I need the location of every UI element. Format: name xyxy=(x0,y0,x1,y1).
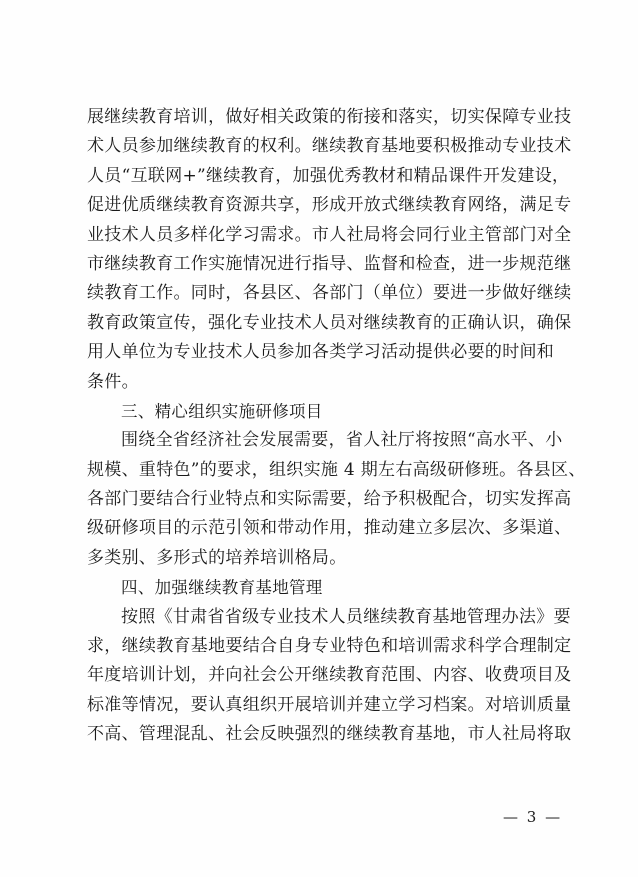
paragraph-line: 标准等情况，要认真组织开展培训并建立学习档案。对培训质量 xyxy=(87,694,572,715)
paragraph-line: 术人员参加继续教育的权利。继续教育基地要积极推动专业技术 xyxy=(87,136,572,157)
paragraph-line: 各部门要结合行业特点和实际需要，给予积极配合，切实发挥高 xyxy=(87,489,572,510)
page-number: — 3 — xyxy=(503,808,563,826)
paragraph-line: 用人单位为专业技术人员参加各类学习活动提供必要的时间和 xyxy=(87,342,555,363)
paragraph-line: 多类别、多形式的培养培训格局。 xyxy=(87,547,347,568)
paragraph-line: 条件。 xyxy=(87,371,139,392)
section-heading-3: 三、精心组织实施研修项目 xyxy=(121,401,323,421)
paragraph-line: 市继续教育工作实施情况进行指导、监督和检查，进一步规范继 xyxy=(87,253,572,274)
section-heading-4: 四、加强继续教育基地管理 xyxy=(121,578,323,598)
paragraph-line: 展继续教育培训，做好相关政策的衔接和落实，切实保障专业技 xyxy=(87,107,572,127)
body-text xyxy=(87,103,586,750)
paragraph-line: 教育政策宣传，强化专业技术人员对继续教育的正确认识，确保 xyxy=(87,312,572,333)
paragraph-line: 级研修项目的示范引领和带动作用，推动建立多层次、多渠道、 xyxy=(87,518,572,539)
paragraph-line: 不高、管理混乱、社会反映强烈的继续教育基地，市人社局将取 xyxy=(87,724,572,745)
paragraph-line: 人员“互联网+”继续教育，加强优秀教材和精品课件开发建设， xyxy=(87,165,570,186)
paragraph-line: 求，继续教育基地要结合自身专业特色和培训需求科学合理制定 xyxy=(87,636,572,657)
paragraph-line: 续教育工作。同时，各县区、各部门（单位）要进一步做好继续 xyxy=(87,283,572,304)
paragraph-line: 规模、重特色”的要求，组织实施 4 期左右高级研修班。各县区、 xyxy=(87,459,586,480)
paragraph-line: 年度培训计划，并向社会公开继续教育范围、内容、收费项目及 xyxy=(87,665,572,686)
paragraph-line: 促进优质继续教育资源共享，形成开放式继续教育网络，满足专 xyxy=(87,195,572,216)
paragraph-line: 围绕全省经济社会发展需要，省人社厅将按照“高水平、小 xyxy=(121,430,563,451)
paragraph-line: 业技术人员多样化学习需求。市人社局将会同行业主管部门对全 xyxy=(87,224,572,245)
paragraph-line: 按照《甘肃省省级专业技术人员继续教育基地管理办法》要 xyxy=(121,606,571,627)
